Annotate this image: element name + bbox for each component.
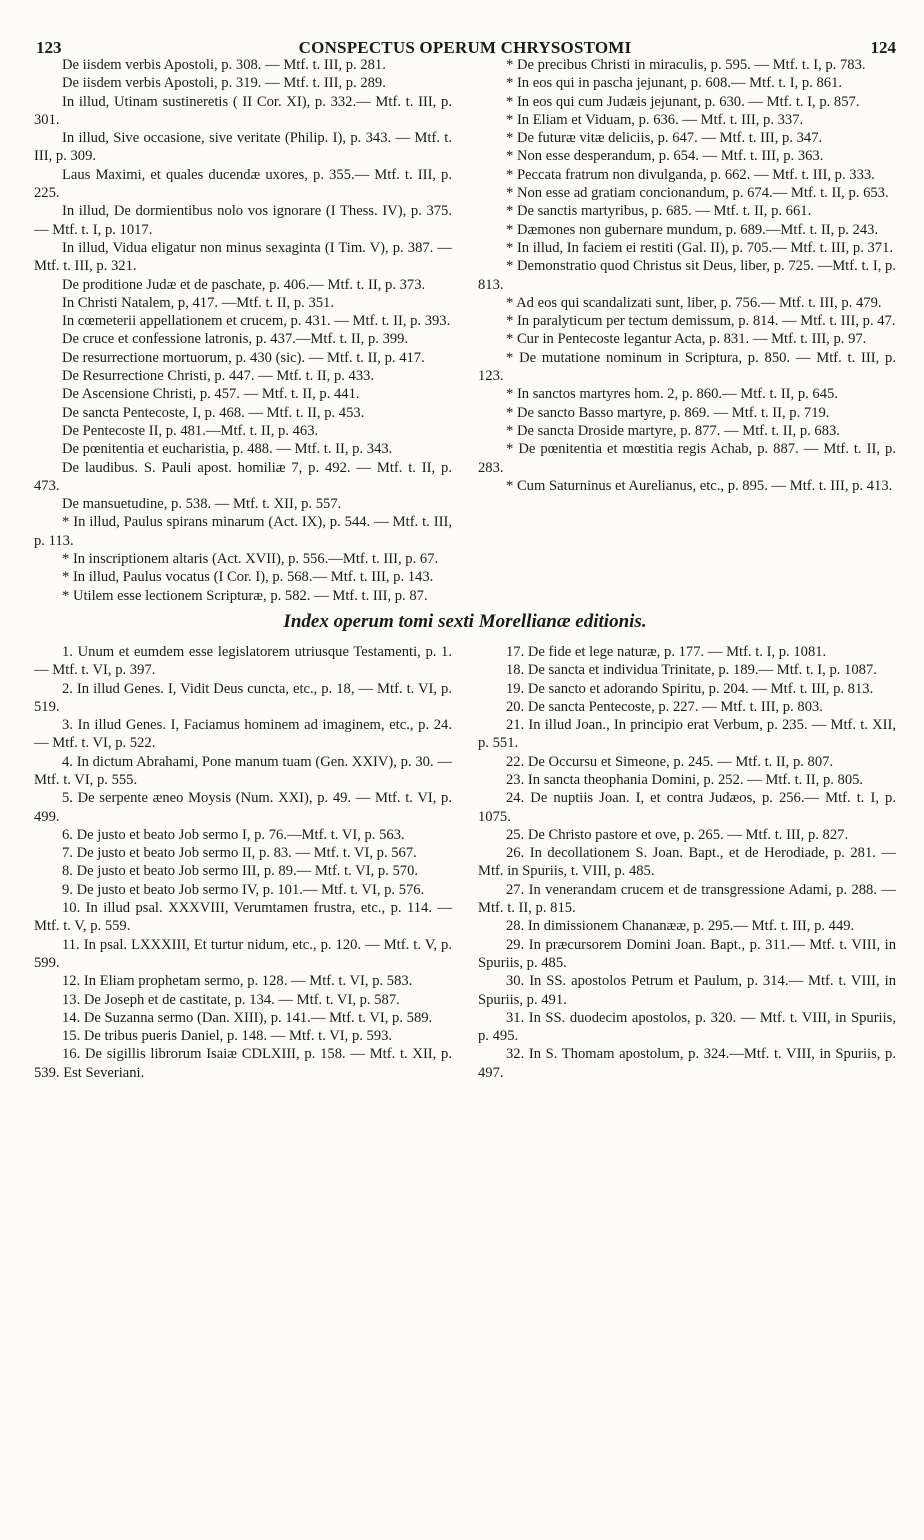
index-entry: * In paralyticum per tectum demissum, p. 814. — Mtf. t. III, p. 47. [506, 313, 896, 330]
index-entry: De iisdem verbis Apostoli, p. 319. — Mtf. t. III, p. 289. [62, 75, 386, 92]
index-entry: * Peccata fratrum non divulganda, p. 662. — Mtf. t. III, p. 333. [506, 166, 875, 183]
index-entry: * In illud, Paulus vocatus (I Cor. I), p. 568.— Mtf. t. III, p. 143. [62, 569, 434, 586]
index-entry: 22. De Occursu et Simeone, p. 245. — Mtf. t. II, p. 807. [506, 753, 834, 770]
running-title: CONSPECTUS OPERUM CHRYSOSTOMI [298, 38, 632, 57]
section-conspectus [34, 56, 896, 605]
column-left [34, 643, 452, 1082]
index-entry: 12. In Eliam prophetam sermo, p. 128. — Mtf. t. VI, p. 583. [62, 973, 413, 990]
index-entry: * Dæmones non gubernare mundum, p. 689.—Mtf. t. II, p. 243. [506, 221, 879, 238]
index-entry: * Ad eos qui scandalizati sunt, liber, p. 756.— Mtf. t. III, p. 479. [506, 294, 882, 311]
section-index [34, 643, 896, 1082]
index-entry: 8. De justo et beato Job sermo III, p. 89.— Mtf. t. VI, p. 570. [62, 863, 419, 880]
index-entry: De resurrectione mortuorum, p. 430 (sic). — Mtf. t. II, p. 417. [62, 349, 425, 366]
index-entry: * De precibus Christi in miraculis, p. 595. — Mtf. t. I, p. 783. [506, 57, 866, 73]
index-entry: 24. De nuptiis Joan. I, et contra Judæos, p. 256.— Mtf. t. I, p. 1075. [478, 790, 896, 825]
index-entry: In illud, Vidua eligatur non minus sexaginta (I Tim. V), p. 387. — Mtf. t. III, p. 321. [34, 239, 452, 275]
index-entry: In Christi Natalem, p, 417. —Mtf. t. II, p. 351. [62, 294, 334, 311]
index-entry: 14. De Suzanna sermo (Dan. XIII), p. 141.— Mtf. t. VI, p. 589. [62, 1009, 433, 1026]
index-entry: De cruce et confessione latronis, p. 437.—Mtf. t. II, p. 399. [62, 331, 409, 348]
index-entry: * In inscriptionem altaris (Act. XVII), p. 556.—Mtf. t. III, p. 67. [62, 551, 439, 568]
page-number-right: 124 [870, 38, 896, 57]
index-entry: 26. In decollationem S. Joan. Bapt., et de Herodiade, p. 281. — Mtf. in Spuriis, t. VIII, p. 485. [478, 845, 896, 880]
index-entry: 20. De sancta Pentecoste, p. 227. — Mtf. t. III, p. 803. [506, 698, 823, 715]
index-entry: De mansuetudine, p. 538. — Mtf. t. XII, p. 557. [62, 496, 342, 513]
index-entry: 1. Unum et eumdem esse legislatorem utriusque Testamenti, p. 1. — Mtf. t. VI, p. 397. [34, 643, 452, 679]
index-entry: 23. In sancta theophania Domini, p. 252. — Mtf. t. II, p. 805. [506, 771, 864, 788]
index-entry: 13. De Joseph et de castitate, p. 134. — Mtf. t. VI, p. 587. [62, 991, 400, 1008]
index-entry: * De pœnitentia et mœstitia regis Achab, p. 887. — Mtf. t. II, p. 283. [478, 441, 896, 476]
index-entry: * De futuræ vitæ deliciis, p. 647. — Mtf. t. III, p. 347. [506, 130, 823, 147]
index-entry: De Ascensione Christi, p. 457. — Mtf. t. II, p. 441. [62, 386, 360, 403]
index-entry: 4. In dictum Abrahami, Pone manum tuam (Gen. XXIV), p. 30. — Mtf. t. VI, p. 555. [34, 753, 452, 788]
index-entry: 2. In illud Genes. I, Vidit Deus cuncta, etc., p. 18, — Mtf. t. VI, p. 519. [34, 680, 452, 715]
page-number-left: 123 [36, 38, 62, 57]
index-entry: De iisdem verbis Apostoli, p. 308. — Mtf. t. III, p. 281. [62, 57, 386, 73]
index-entry: 30. In SS. apostolos Petrum et Paulum, p. 314.— Mtf. t. VIII, in Spuriis, p. 491. [478, 973, 896, 1008]
index-entry: 21. In illud Joan., In principio erat Verbum, p. 235. — Mtf. t. XII, p. 551. [478, 717, 896, 752]
index-entry: 28. In dimissionem Chananææ, p. 295.— Mtf. t. III, p. 449. [506, 918, 855, 935]
index-entry: * Cur in Pentecoste legantur Acta, p. 831. — Mtf. t. III, p. 97. [506, 331, 867, 348]
index-entry: In illud, De dormientibus nolo vos ignorare (I Thess. IV), p. 375. — Mtf. t. I, p. 1017. [34, 203, 452, 238]
index-entry: 3. In illud Genes. I, Faciamus hominem ad imaginem, etc., p. 24. — Mtf. t. VI, p. 522. [34, 717, 452, 752]
index-entry: 11. In psal. LXXXIII, Et turtur nidum, etc., p. 120. — Mtf. t. V, p. 599. [34, 936, 452, 971]
index-entry: 19. De sancto et adorando Spiritu, p. 204. — Mtf. t. III, p. 813. [506, 680, 874, 697]
index-entry: * In illud, Paulus spirans minarum (Act. IX), p. 544. — Mtf. t. III, p. 113. [34, 514, 452, 549]
index-entry: * In eos qui in pascha jejunant, p. 608.— Mtf. t. I, p. 861. [506, 75, 843, 92]
index-entry: * De sancta Droside martyre, p. 877. — Mtf. t. II, p. 683. [506, 422, 840, 439]
index-entry: 6. De justo et beato Job sermo I, p. 76.—Mtf. t. VI, p. 563. [62, 826, 405, 843]
index-entry: * Non esse ad gratiam concionandum, p. 674.— Mtf. t. II, p. 653. [506, 185, 889, 202]
index-title: Index operum tomi sexti Morellianæ editionis. [283, 610, 647, 632]
index-entry: 5. De serpente æneo Moysis (Num. XXI), p. 49. — Mtf. t. VI, p. 499. [34, 790, 452, 825]
index-entry: 25. De Christo pastore et ove, p. 265. — Mtf. t. III, p. 827. [506, 826, 849, 843]
index-entry: 27. In venerandam crucem et de transgressione Adami, p. 288. — Mtf. t. II, p. 815. [478, 881, 896, 917]
index-entry: * Demonstratio quod Christus sit Deus, liber, p. 725. —Mtf. t. I, p. 813. [478, 258, 896, 293]
index-entry: 32. In S. Thomam apostolum, p. 324.—Mtf. t. VIII, in Spuriis, p. 497. [478, 1046, 896, 1081]
index-entry: In cœmeterii appellationem et crucem, p. 431. — Mtf. t. II, p. 393. [62, 313, 451, 330]
index-entry: De pœnitentia et eucharistia, p. 488. — Mtf. t. II, p. 343. [62, 441, 393, 458]
index-entry: 16. De sigillis librorum Isaiæ CDLXIII, p. 158. — Mtf. t. XII, p. 539. Est Severiani. [34, 1046, 452, 1081]
index-entry: * In Eliam et Viduam, p. 636. — Mtf. t. III, p. 337. [506, 111, 804, 128]
index-entry: * De sancto Basso martyre, p. 869. — Mtf. t. II, p. 719. [506, 404, 830, 421]
running-header [34, 30, 896, 56]
index-entry: De Resurrectione Christi, p. 447. — Mtf. t. II, p. 433. [62, 368, 375, 385]
index-entry: * De sanctis martyribus, p. 685. — Mtf. t. II, p. 661. [506, 203, 812, 220]
index-entry: Laus Maximi, et quales ducendæ uxores, p. 355.— Mtf. t. III, p. 225. [34, 166, 452, 202]
index-entry: * In illud, In faciem ei restiti (Gal. II), p. 705.— Mtf. t. III, p. 371. [506, 239, 894, 256]
index-entry: 10. In illud psal. XXXVIII, Verumtamen frustra, etc., p. 114. — Mtf. t. V, p. 559. [34, 900, 452, 935]
column-right [478, 56, 896, 605]
index-entry: 9. De justo et beato Job sermo IV, p. 101.— Mtf. t. VI, p. 576. [62, 881, 425, 898]
index-entry: * Non esse desperandum, p. 654. — Mtf. t. III, p. 363. [506, 148, 824, 165]
index-entry: De proditione Judæ et de paschate, p. 406.— Mtf. t. II, p. 373. [62, 276, 426, 293]
index-entry: 29. In præcursorem Domini Joan. Bapt., p. 311.— Mtf. t. VIII, in Spuriis, p. 485. [478, 936, 896, 971]
index-entry: * De mutatione nominum in Scriptura, p. 850. — Mtf. t. III, p. 123. [478, 349, 896, 385]
index-entry: De laudibus. S. Pauli apost. homiliæ 7, p. 492. — Mtf. t. II, p. 473. [34, 459, 452, 494]
index-entry: In illud, Sive occasione, sive veritate (Philip. I), p. 343. — Mtf. t. III, p. 309. [34, 130, 452, 165]
index-entry: De sancta Pentecoste, I, p. 468. — Mtf. t. II, p. 453. [62, 404, 365, 421]
index-entry: * Utilem esse lectionem Scripturæ, p. 582. — Mtf. t. III, p. 87. [62, 587, 428, 604]
index-entry: 17. De fide et lege naturæ, p. 177. — Mtf. t. I, p. 1081. [506, 643, 827, 660]
index-entry: 15. De tribus pueris Daniel, p. 148. — Mtf. t. VI, p. 593. [62, 1028, 393, 1045]
index-entry: 31. In SS. duodecim apostolos, p. 320. — Mtf. t. VIII, in Spuriis, p. 495. [478, 1009, 896, 1045]
index-entry: * In sanctos martyres hom. 2, p. 860.— Mtf. t. II, p. 645. [506, 386, 838, 403]
column-left [34, 56, 452, 605]
index-entry: * Cum Saturninus et Aurelianus, etc., p. 895. — Mtf. t. III, p. 413. [506, 477, 893, 494]
index-entry: In illud, Utinam sustineretis ( II Cor. XI), p. 332.— Mtf. t. III, p. 301. [34, 93, 452, 128]
column-right [478, 643, 896, 1082]
index-entry: 18. De sancta et individua Trinitate, p. 189.— Mtf. t. I, p. 1087. [506, 662, 877, 679]
index-entry: 7. De justo et beato Job sermo II, p. 83. — Mtf. t. VI, p. 567. [62, 845, 417, 862]
index-entry: * In eos qui cum Judæis jejunant, p. 630. — Mtf. t. I, p. 857. [506, 93, 860, 110]
index-entry: De Pentecoste II, p. 481.—Mtf. t. II, p. 463. [62, 422, 319, 439]
